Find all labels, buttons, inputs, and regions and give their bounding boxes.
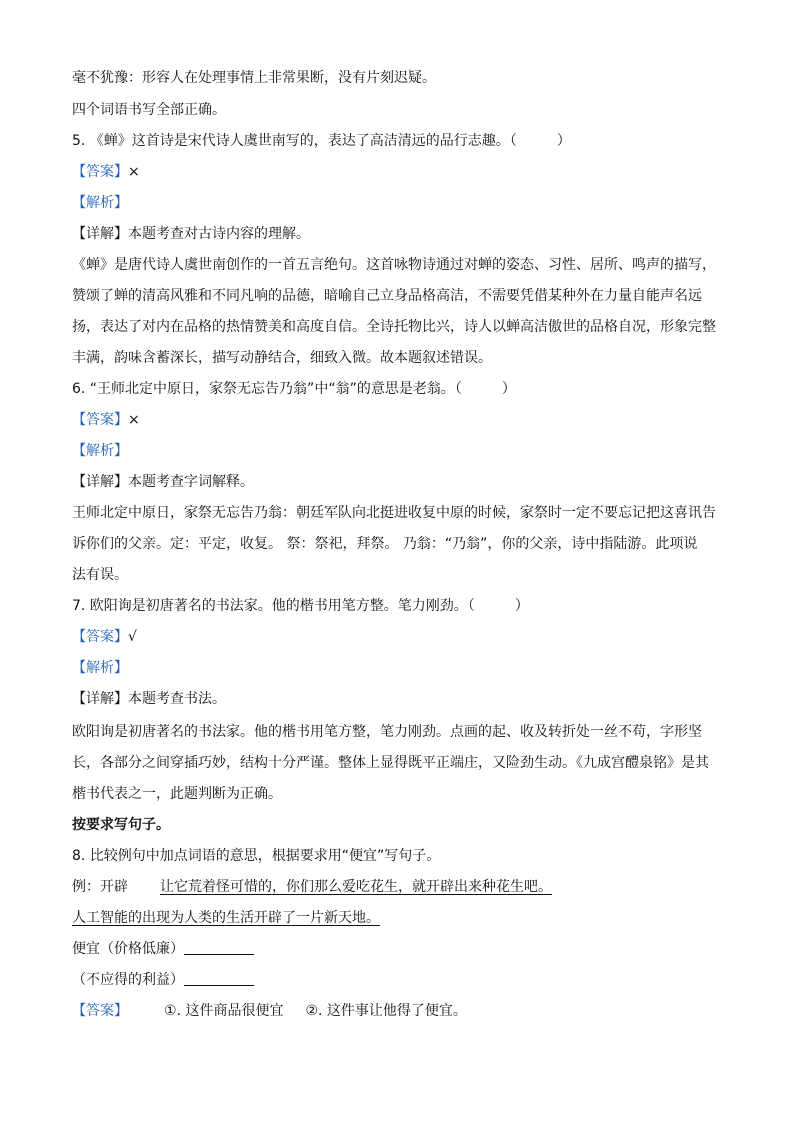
text-line: 王师北定中原日，家祭无忘告乃翁：朝廷军队向北挺进收复中原的时候，家祭时一定不要忘记把这喜讯告 <box>72 505 716 521</box>
text-line: 法有误。 <box>72 567 128 583</box>
text-line: 诉你们的父亲。定：平定，收复。 祭：祭祀，拜祭。 乃翁：“乃翁”，你的父亲，诗中指陆游。此项说 <box>72 536 698 552</box>
analysis-label: 【解析】 <box>72 195 128 211</box>
detail-label: 【详解】 <box>72 474 128 490</box>
detail-6: 【详解】本题考查字词解释。 <box>72 474 254 490</box>
text-line: 扬，表达了对内在品格的热情赞美和高度自信。全诗托物比兴，诗人以蝉高洁傲世的品格自况，形象完整 <box>72 319 716 335</box>
answer-value: × <box>128 412 140 428</box>
section-heading: 按要求写句子。 <box>72 817 170 833</box>
answer-blank <box>184 971 254 986</box>
blank-line-2: （不应得的利益） <box>72 970 722 990</box>
detail-5: 【详解】本题考查对古诗内容的理解。 <box>72 226 310 242</box>
answer-value: × <box>128 164 140 180</box>
text-line: 赞颂了蝉的清高风雅和不同凡响的品德，暗喻自己立身品格高洁，不需要凭借某种外在力量自能声名远 <box>72 288 702 304</box>
answer-label: 【答案】 <box>72 164 128 180</box>
question-6: 6. “王师北定中原日，家祭无忘告乃翁”中“翁”的意思是老翁。（ ） <box>72 381 516 397</box>
detail-7: 【详解】本题考查书法。 <box>72 691 226 707</box>
example-label: 例：开辟 <box>72 879 128 895</box>
answer-blank <box>184 940 254 955</box>
answer-8: 【答案】 ①. 这件商品很便宜 ②. 这件事让他得了便宜。 <box>72 1003 467 1019</box>
text-line: 毫不犹豫：形容人在处理事情上非常果断，没有片刻迟疑。 <box>72 70 436 86</box>
example-sentence: 人工智能的出现为人类的生活开辟了一片新天地。 <box>72 910 380 926</box>
example-line <box>72 877 722 897</box>
answer-5 <box>72 162 722 182</box>
example-sentence: 让它荒着怪可惜的，你们那么爱吃花生，就开辟出来种花生吧。 <box>160 879 552 895</box>
answer-7 <box>72 627 722 647</box>
text-line: 丰满，韵味含蓄深长，描写动静结合，细致入微。故本题叙述错误。 <box>72 350 492 366</box>
answer-label: 【答案】 <box>72 1003 128 1019</box>
analysis-label: 【解析】 <box>72 443 128 459</box>
text-line: 欧阳询是初唐著名的书法家。他的楷书用笔方整，笔力刚劲。点画的起、收及转折处一丝不苟，字形坚 <box>72 724 702 740</box>
question-5: 5. 《蝉》这首诗是宋代诗人虞世南写的，表达了高洁清远的品行志趣。（ ） <box>72 133 571 149</box>
analysis-label: 【解析】 <box>72 660 128 676</box>
question-7: 7. 欧阳询是初唐著名的书法家。他的楷书用笔方整。笔力刚劲。（ ） <box>72 598 529 614</box>
example-line <box>72 908 722 928</box>
answer-6 <box>72 410 722 430</box>
blank-line-1: 便宜（价格低廉） <box>72 939 722 959</box>
answer-label: 【答案】 <box>72 412 128 428</box>
text-line: 长，各部分之间穿插巧妙，结构十分严谨。整体上显得既平正端庄，又险劲生动。《九成宫醴泉铭》是其 <box>72 755 709 771</box>
detail-label: 【详解】 <box>72 226 128 242</box>
text-line: 楷书代表之一，此题判断为正确。 <box>72 786 282 802</box>
text-line: 《蝉》是唐代诗人虞世南创作的一首五言绝句。这首咏物诗通过对蝉的姿态、习性、居所、鸣声的描写， <box>72 257 716 273</box>
detail-label: 【详解】 <box>72 691 128 707</box>
question-8: 8. 比较例句中加点词语的意思，根据要求用“便宜”写句子。 <box>72 848 441 864</box>
text-line: 四个词语书写全部正确。 <box>72 102 226 118</box>
answer-label: 【答案】 <box>72 629 128 645</box>
answer-value: √ <box>128 629 137 645</box>
